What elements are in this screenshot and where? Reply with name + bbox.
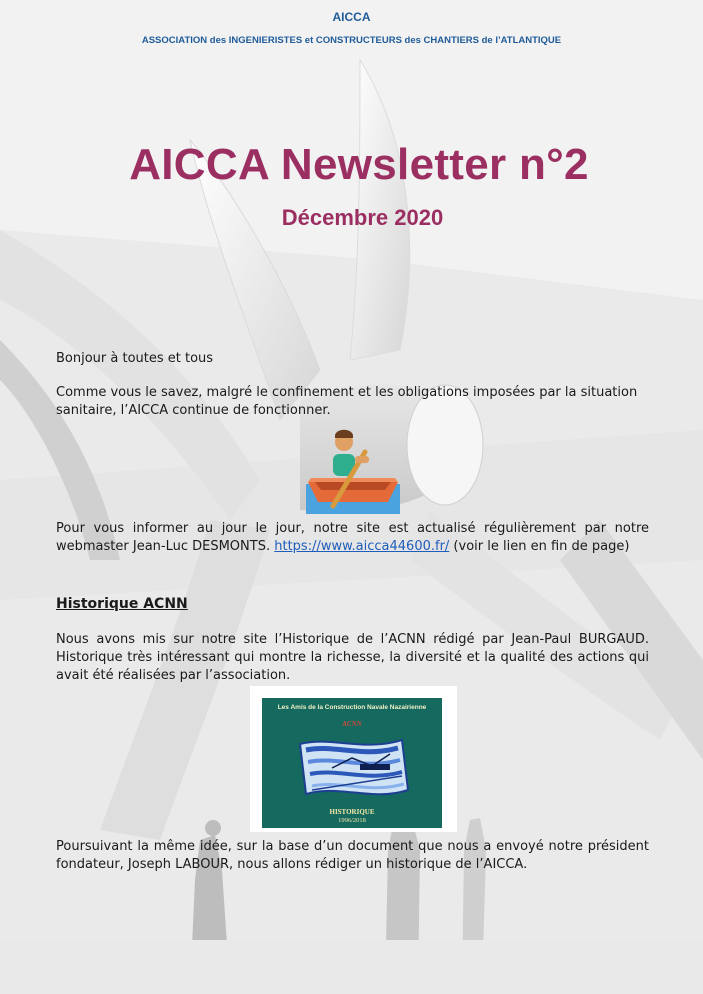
intro-paragraph: Comme vous le savez, malgré le confinement et les obligations imposées par la situation sanitaire, l’AICCA continue de fonctionner.: [56, 385, 638, 418]
website-paragraph-text: Pour vous informer au jour le jour, notre site est actualisé régulièrement par notre webmaster Jean-Luc DESMONTS.: [56, 521, 649, 554]
website-link[interactable]: https://www.aicca44600.fr/: [274, 539, 450, 554]
acnn-cover-heading: Les Amis de la Construction Navale Nazairienne: [277, 704, 427, 711]
section-heading-historique-acnn: Historique ACNN: [56, 596, 188, 612]
acnn-history-paragraph: Nous avons mis sur notre site l’Historique de l’ACNN rédigé par Jean-Paul BURGAUD. Historique très intéressant qui montre la richesse, la diversité et la qualité des actions qui avait été réalisées par l’association.: [56, 632, 649, 683]
acnn-cover-historique: HISTORIQUE: [329, 808, 375, 816]
person-rowing-boat-icon: [303, 424, 403, 516]
newsletter-title: AICCA Newsletter n°2: [129, 140, 589, 189]
newsletter-date: Décembre 2020: [281, 205, 444, 230]
acnn-history-cover: [262, 698, 442, 828]
header-org-name: AICCA: [332, 10, 371, 24]
header-org-fullname: ASSOCIATION des INGENIERISTES et CONSTRUCTEURS des CHANTIERS de l’ATLANTIQUE: [141, 35, 562, 46]
website-paragraph-suffix: (voir le lien en fin de page): [449, 539, 630, 554]
greeting-text: Bonjour à toutes et tous: [56, 351, 214, 366]
acnn-cover-name: ACNN: [342, 720, 362, 728]
aicca-history-paragraph: Poursuivant la même idée, sur la base d’un document que nous a envoyé notre président fondateur, Joseph LABOUR, nous allons rédiger un historique de l’AICCA.: [56, 839, 649, 872]
acnn-history-image: [250, 686, 457, 832]
acnn-cover-years: 1996/2018: [338, 817, 366, 824]
website-paragraph: [56, 520, 649, 556]
